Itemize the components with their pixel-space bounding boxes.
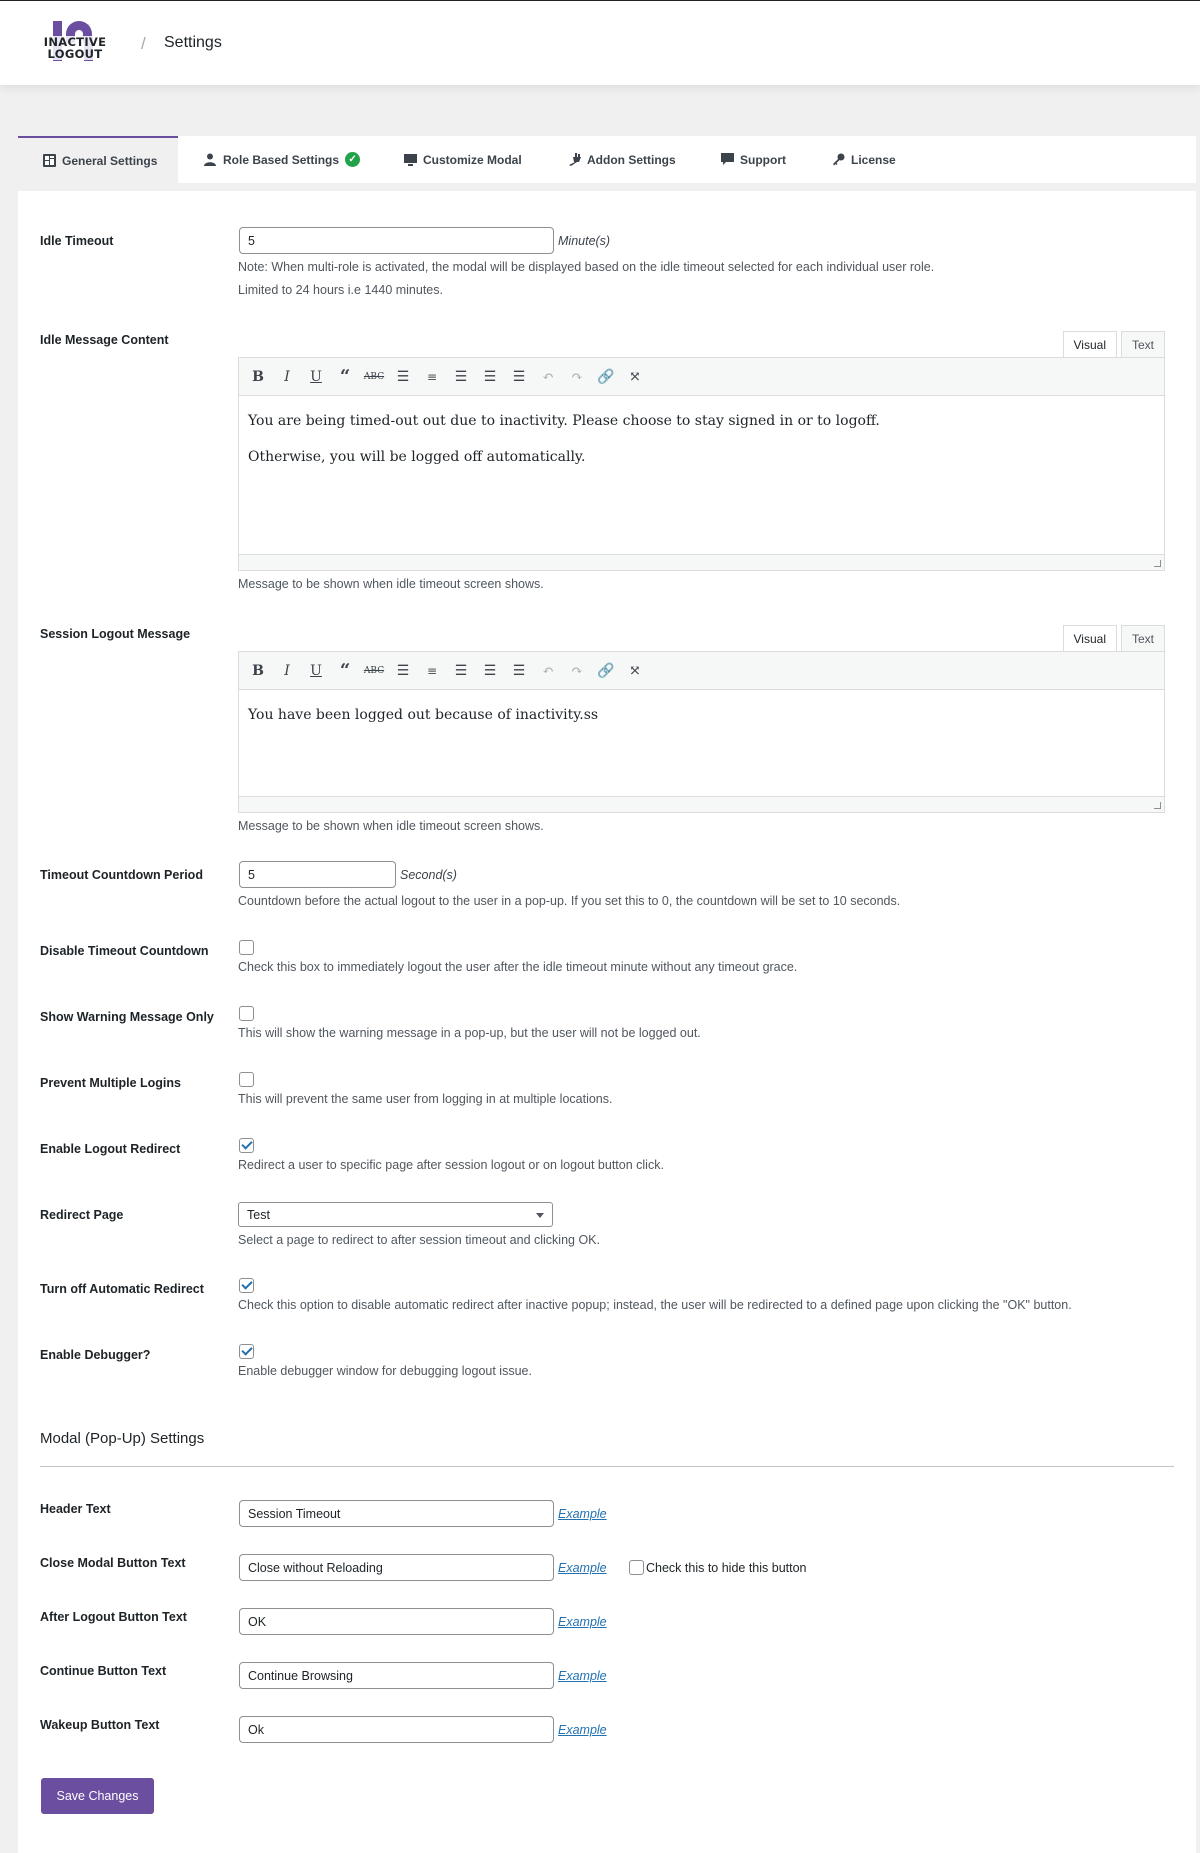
tab-support[interactable] bbox=[720, 136, 786, 183]
idle-timeout-label: Idle Timeout bbox=[40, 234, 114, 248]
continue-text-label: Continue Button Text bbox=[40, 1664, 167, 1678]
warning-only-desc: This will show the warning message in a pop-up, but the user will not be logged out. bbox=[238, 1026, 701, 1040]
plugin-icon bbox=[567, 153, 581, 167]
countdown-desc: Countdown before the actual logout to the user in a pop-up. If you set this to 0, the countdown will be set to 10 seconds. bbox=[238, 894, 901, 908]
settings-tabs bbox=[18, 136, 1196, 183]
visual-tab[interactable]: Visual bbox=[1063, 331, 1117, 357]
tab-license[interactable] bbox=[831, 136, 896, 183]
idle-message-content[interactable] bbox=[239, 396, 1164, 554]
multiple-logins-checkbox[interactable] bbox=[239, 1072, 254, 1087]
multiple-logins-desc: This will prevent the same user from logging in at multiple locations. bbox=[238, 1092, 613, 1106]
redirect-page-select[interactable] bbox=[238, 1202, 553, 1227]
text-tab[interactable]: Text bbox=[1121, 331, 1165, 357]
disable-countdown-desc: Check this box to immediately logout the user after the idle timeout minute without any timeout grace. bbox=[238, 960, 798, 974]
logout-redirect-checkbox[interactable] bbox=[239, 1138, 254, 1153]
bold-icon[interactable]: B bbox=[252, 368, 264, 385]
tab-label: Role Based Settings bbox=[223, 152, 340, 167]
tab-customize-modal[interactable] bbox=[403, 136, 522, 183]
hide-close-button-checkbox[interactable] bbox=[629, 1560, 644, 1575]
wakeup-text-label: Wakeup Button Text bbox=[40, 1718, 160, 1732]
redo-icon[interactable]: ↷ bbox=[571, 662, 583, 679]
align-center-icon[interactable]: ☰ bbox=[483, 662, 497, 679]
general-settings-panel bbox=[18, 191, 1196, 1853]
chat-icon bbox=[720, 153, 734, 167]
session-logout-paragraph: You have been logged out because of inactivity.ss bbox=[248, 707, 599, 723]
close-text-input[interactable] bbox=[239, 1554, 554, 1581]
wakeup-text-input[interactable] bbox=[239, 1716, 554, 1743]
align-right-icon[interactable]: ☰ bbox=[512, 368, 526, 385]
tab-label: License bbox=[851, 152, 896, 167]
undo-icon[interactable]: ↶ bbox=[542, 368, 554, 385]
idle-timeout-unit: Minute(s) bbox=[558, 234, 611, 248]
link-icon[interactable]: 🔗 bbox=[597, 368, 615, 385]
header-text-example-link[interactable]: Example bbox=[558, 1507, 607, 1521]
session-logout-editor bbox=[238, 625, 1165, 805]
blockquote-icon[interactable]: “ bbox=[339, 660, 351, 681]
idle-message-desc: Message to be shown when idle timeout screen shows. bbox=[238, 577, 544, 591]
breadcrumb-separator: / bbox=[141, 34, 146, 53]
underline-icon[interactable]: U bbox=[310, 368, 322, 385]
logout-redirect-desc: Redirect a user to specific page after session logout or on logout button click. bbox=[238, 1158, 664, 1172]
page-title: Settings bbox=[164, 34, 222, 51]
idle-message-label: Idle Message Content bbox=[40, 333, 169, 347]
auto-redirect-desc: Check this option to disable automatic redirect after inactive popup; instead, the user will be redirected to a defined page upon clicking the "OK" button. bbox=[238, 1298, 1072, 1312]
numbered-list-icon[interactable]: ≡ bbox=[426, 663, 438, 678]
tab-addon-settings[interactable] bbox=[567, 136, 676, 183]
continue-example-link[interactable]: Example bbox=[558, 1669, 607, 1683]
session-logout-label: Session Logout Message bbox=[40, 627, 191, 641]
top-bar bbox=[0, 0, 1200, 85]
redirect-page-value: Test bbox=[247, 1208, 270, 1222]
modal-settings-heading: Modal (Pop-Up) Settings bbox=[40, 1430, 205, 1447]
user-icon bbox=[203, 153, 217, 167]
align-center-icon[interactable]: ☰ bbox=[483, 368, 497, 385]
idle-message-editor bbox=[238, 331, 1165, 563]
editor-toolbar bbox=[239, 652, 1164, 690]
dashboard-icon bbox=[42, 154, 56, 168]
inactive-logout-logo: INACTIVE LOGOUT bbox=[25, 19, 125, 63]
visual-tab[interactable]: Visual bbox=[1063, 625, 1117, 651]
idle-timeout-limit: Limited to 24 hours i.e 1440 minutes. bbox=[238, 283, 443, 297]
auto-redirect-checkbox[interactable] bbox=[239, 1278, 254, 1293]
countdown-label: Timeout Countdown Period bbox=[40, 868, 203, 882]
monitor-icon bbox=[403, 153, 417, 167]
session-logout-content[interactable] bbox=[239, 690, 1164, 796]
logout-redirect-label: Enable Logout Redirect bbox=[40, 1142, 181, 1156]
debugger-label: Enable Debugger? bbox=[40, 1348, 151, 1362]
tab-general-settings[interactable] bbox=[18, 136, 178, 183]
disable-countdown-checkbox[interactable] bbox=[239, 940, 254, 955]
idle-timeout-input[interactable] bbox=[239, 227, 554, 254]
warning-only-checkbox[interactable] bbox=[239, 1006, 254, 1021]
after-logout-example-link[interactable]: Example bbox=[558, 1615, 607, 1629]
text-tab[interactable]: Text bbox=[1121, 625, 1165, 651]
fullscreen-icon[interactable]: ⤧ bbox=[629, 368, 641, 385]
tab-label: Customize Modal bbox=[423, 152, 522, 167]
header-text-input[interactable] bbox=[239, 1500, 554, 1527]
save-changes-button[interactable]: Save Changes bbox=[41, 1778, 154, 1814]
fullscreen-icon[interactable]: ⤧ bbox=[629, 662, 641, 679]
session-logout-desc: Message to be shown when idle timeout screen shows. bbox=[238, 819, 544, 833]
disable-countdown-label: Disable Timeout Countdown bbox=[40, 944, 209, 958]
close-text-label: Close Modal Button Text bbox=[40, 1556, 186, 1570]
debugger-checkbox[interactable] bbox=[239, 1344, 254, 1359]
check-circle-icon: ✓ bbox=[345, 152, 360, 167]
key-icon bbox=[831, 153, 845, 167]
countdown-unit: Second(s) bbox=[400, 868, 457, 882]
editor-resize-bar[interactable] bbox=[239, 554, 1164, 570]
redirect-page-label: Redirect Page bbox=[40, 1208, 124, 1222]
redirect-page-desc: Select a page to redirect to after session timeout and clicking OK. bbox=[238, 1233, 600, 1247]
header-text-label: Header Text bbox=[40, 1502, 111, 1516]
tab-label: Addon Settings bbox=[587, 152, 676, 167]
hide-close-button-label: Check this to hide this button bbox=[646, 1561, 807, 1575]
editor-resize-bar[interactable] bbox=[239, 796, 1164, 812]
editor-toolbar bbox=[239, 358, 1164, 396]
debugger-desc: Enable debugger window for debugging logout issue. bbox=[238, 1364, 532, 1378]
align-right-icon[interactable]: ☰ bbox=[512, 662, 526, 679]
tab-label: Support bbox=[740, 152, 786, 167]
italic-icon[interactable]: I bbox=[284, 662, 290, 679]
redo-icon[interactable]: ↷ bbox=[571, 368, 583, 385]
multiple-logins-label: Prevent Multiple Logins bbox=[40, 1076, 181, 1090]
bullet-list-icon[interactable]: ☰ bbox=[396, 662, 410, 679]
align-left-icon[interactable]: ☰ bbox=[454, 662, 468, 679]
bold-icon[interactable]: B bbox=[252, 662, 264, 679]
bullet-list-icon[interactable]: ☰ bbox=[396, 368, 410, 385]
warning-only-label: Show Warning Message Only bbox=[40, 1010, 214, 1024]
link-icon[interactable]: 🔗 bbox=[597, 662, 615, 679]
continue-text-input[interactable] bbox=[239, 1662, 554, 1689]
blockquote-icon[interactable]: “ bbox=[339, 366, 351, 387]
undo-icon[interactable]: ↶ bbox=[542, 662, 554, 679]
after-logout-text-label: After Logout Button Text bbox=[40, 1610, 187, 1624]
close-text-example-link[interactable]: Example bbox=[558, 1561, 607, 1575]
countdown-input[interactable] bbox=[239, 861, 396, 888]
align-left-icon[interactable]: ☰ bbox=[454, 368, 468, 385]
strikethrough-icon[interactable]: ABC bbox=[363, 371, 385, 382]
underline-icon[interactable]: U bbox=[310, 662, 322, 679]
numbered-list-icon[interactable]: ≡ bbox=[426, 369, 438, 384]
idle-message-paragraph: You are being timed-out out due to inactivity. Please choose to stay signed in or to logoff. bbox=[248, 413, 880, 429]
after-logout-text-input[interactable] bbox=[239, 1608, 554, 1635]
idle-timeout-note: Note: When multi-role is activated, the modal will be displayed based on the idle timeout selected for each individual user role. bbox=[238, 260, 935, 274]
italic-icon[interactable]: I bbox=[284, 368, 290, 385]
strikethrough-icon[interactable]: ABC bbox=[363, 665, 385, 676]
wakeup-example-link[interactable]: Example bbox=[558, 1723, 607, 1737]
section-divider bbox=[40, 1466, 1174, 1467]
tab-role-based-settings[interactable] bbox=[203, 136, 360, 183]
auto-redirect-label: Turn off Automatic Redirect bbox=[40, 1282, 204, 1296]
tab-label: General Settings bbox=[62, 153, 158, 168]
chevron-down-icon bbox=[536, 1213, 544, 1218]
idle-message-paragraph: Otherwise, you will be logged off automatically. bbox=[248, 449, 586, 465]
